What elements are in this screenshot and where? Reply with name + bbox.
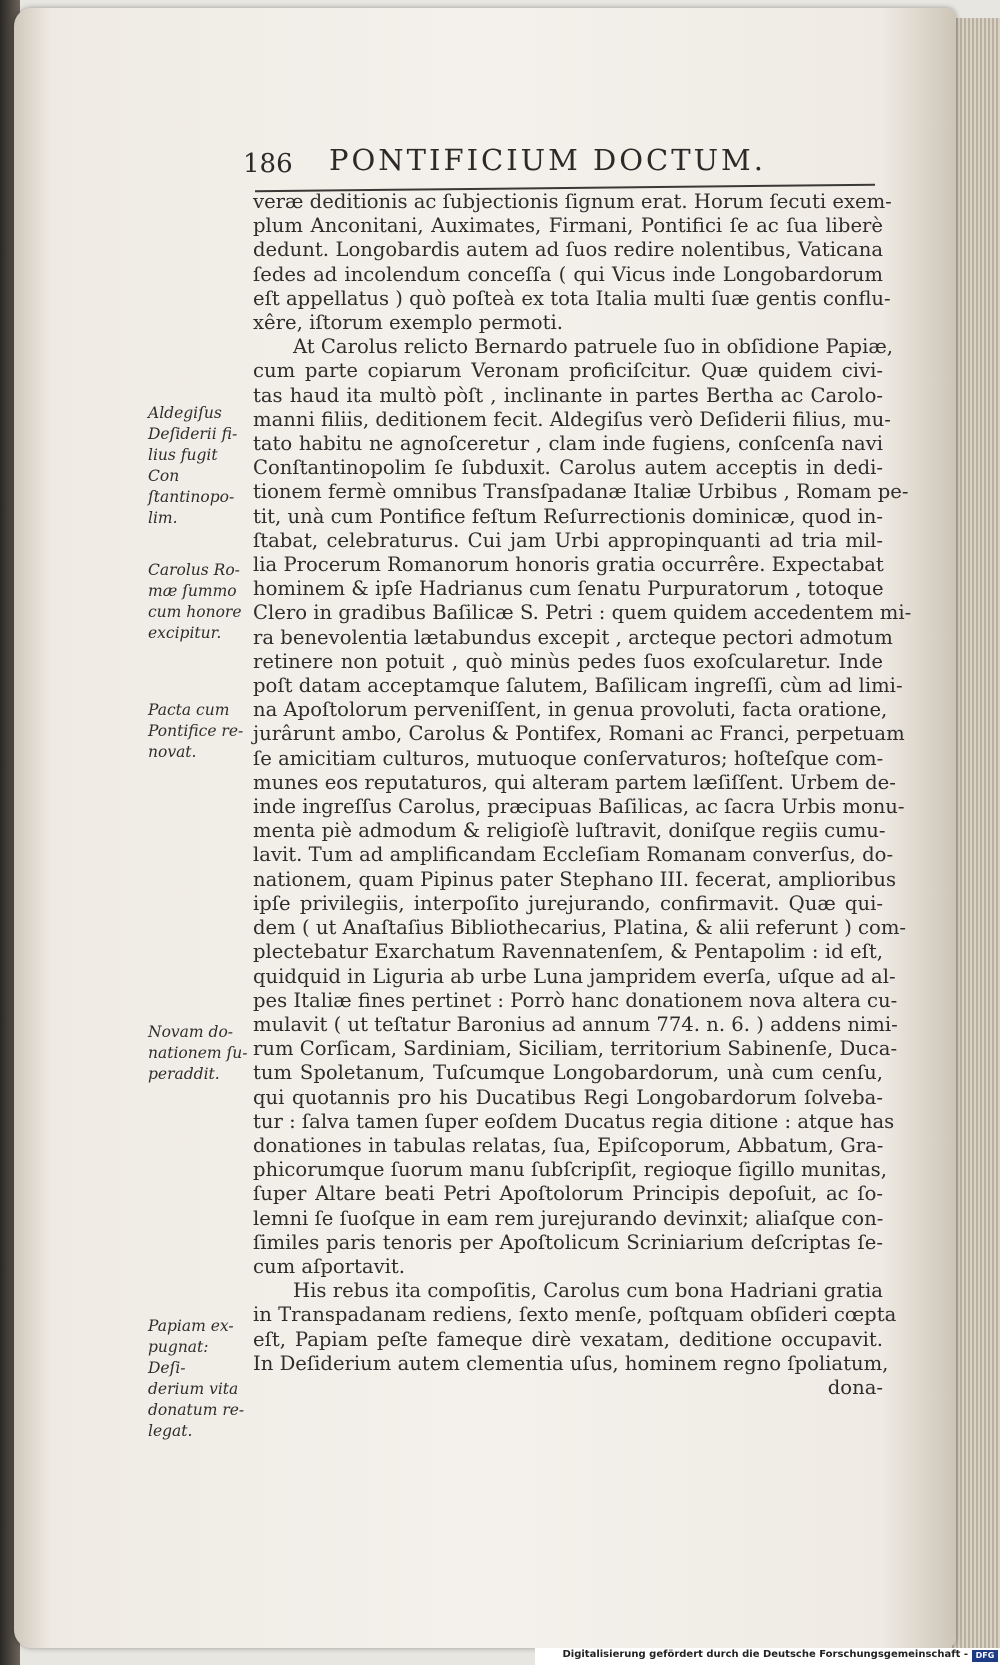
text-line: poſt datam acceptamque ſalutem, Baſilicam ingreſſi, cùm ad limi-	[253, 674, 903, 698]
text-line: tionem fermè omnibus Transſpadanæ Italiæ Urbibus , Romam pe-	[253, 480, 909, 504]
marginal-line: lim.	[148, 509, 178, 527]
marginal-line: derium vita	[148, 1380, 239, 1398]
marginal-line: Aldegiſus	[148, 404, 222, 422]
text-line: Clero in gradibus Baſilicæ S. Petri : quem quidem accedentem mi-	[253, 601, 912, 625]
marginal-line: peraddit.	[148, 1065, 220, 1083]
marginal-line: Novam do-	[148, 1023, 234, 1041]
text-line: tur : ſalva tamen ſuper eoſdem Ducatus regia ditione : atque has	[253, 1109, 895, 1133]
text-line: tas haud ita multò pòſt , inclinante in partes Bertha ac Carolo-	[253, 383, 883, 407]
marginal-note-4	[148, 1022, 250, 1085]
text-line: ſtabat, celebraturus. Cui jam Urbi appropinquanti ad tria mil-	[253, 528, 883, 552]
marginal-line: mæ ſummo	[148, 582, 237, 600]
text-line: hominem & ipſe Hadrianus cum ſenatu Purpuratorum , totoque	[253, 577, 884, 601]
text-line: quidquid in Liguria ab urbe Luna jampridem everſa, uſque ad al-	[253, 964, 896, 988]
marginal-line: cum honore	[148, 603, 242, 621]
text-line: munes eos reputaturos, qui alteram partem læſiſſent. Urbem de-	[253, 770, 896, 794]
main-text	[253, 190, 912, 1400]
text-line: phicorumque ſuorum manu ſubſcripſit, regioque ſigillo munitas,	[253, 1158, 887, 1182]
text-line: dedunt. Longobardis autem ad ſuos redire nolentibus, Vaticana	[253, 238, 883, 262]
marginal-line: nationem ſu-	[148, 1044, 248, 1062]
marginal-line: lius fugit Con	[148, 446, 218, 485]
text-line: retinere non potuit , quò minùs pedes ſuos exoſcularetur. Inde	[253, 649, 883, 673]
text-line: Conſtantinopolim ſe ſubduxit. Carolus autem acceptis in dedi-	[253, 456, 883, 480]
marginal-line: ſtantinopo-	[148, 488, 235, 506]
running-title: PONTIFICIUM DOCTUM.	[329, 143, 766, 177]
text-line: tato habitu ne agnoſceretur , clam inde fugiens, conſcenſa navi	[253, 432, 883, 456]
digitization-footer	[535, 1648, 1000, 1665]
text-line: inde ingreſſus Carolus, præcipuas Baſilicas, ac ſacra Urbis monu-	[253, 795, 905, 819]
text-line: eſt, Papiam peſte fameque dirè vexatam, deditione occupavit.	[253, 1327, 883, 1351]
text-line: His rebus ita compoſitis, Carolus cum bona Hadriani gratia	[293, 1279, 883, 1303]
text-line: plectebatur Exarchatum Ravennatenſem, & Pentapolim : id eſt,	[253, 940, 883, 964]
text-line: cum aſportavit.	[253, 1254, 406, 1278]
marginal-line: Papiam ex-	[148, 1317, 234, 1335]
text-line: manni filiis, deditionem fecit. Aldegiſus verò Deſiderii filius, mu-	[253, 407, 891, 431]
text-line: veræ deditionis ac ſubjectionis ſignum erat. Horum ſecuti exem-	[253, 190, 892, 213]
text-line: dona-	[827, 1375, 883, 1399]
text-line: tit, unà cum Pontifice feſtum Reſurrectionis dominicæ, quod in-	[253, 504, 884, 528]
page-edges	[952, 18, 1000, 1648]
text-line: rum Corſicam, Sardiniam, Siciliam, territorium Sabinenſe, Duca-	[253, 1037, 898, 1061]
text-line: cum parte copiarum Veronam proficiſcitur. Quæ quidem civi-	[253, 359, 883, 383]
marginal-line: novat.	[148, 743, 197, 761]
marginal-line: Carolus Ro-	[148, 561, 240, 579]
text-line: lemni ſe ſuoſque in eam rem jurejurando devinxit; aliaſque con-	[253, 1206, 884, 1230]
marginal-note-2	[148, 560, 250, 644]
text-line: ſe amicitiam culturos, mutuoque conſervaturos; hoſteſque com-	[253, 746, 884, 770]
text-line: ſedes ad incolendum conceſſa ( qui Vicus inde Longobardorum	[253, 262, 883, 286]
marginal-line: donatum re-	[148, 1401, 245, 1419]
text-line: In Deſiderium autem clementia uſus, hominem regno ſpoliatum,	[253, 1351, 889, 1375]
text-line: mulavit ( ut teſtatur Baronius ad annum 774. n. 6. ) addens nimi-	[253, 1012, 898, 1036]
marginal-note-1	[148, 403, 250, 529]
text-line: nationem, quam Pipinus pater Stephano III. fecerat, amplioribus	[253, 867, 897, 891]
dfg-logo: DFG	[972, 1650, 998, 1662]
funding-credit: Digitalisierung gefördert durch die Deutsche Forschungsgemeinschaft -	[562, 1649, 968, 1660]
text-line: ipſe privilegiis, interpoſito jurejurando, confirmavit. Quæ qui-	[253, 891, 883, 915]
text-line: na Apoſtolorum perveniſſent, in genua provoluti, facta oratione,	[253, 698, 888, 722]
text-line: ſimiles paris tenoris per Apoſtolicum Scriniarium deſcriptas ſe-	[253, 1230, 883, 1254]
marginal-line: legat.	[148, 1422, 193, 1440]
marginal-line: Pontifice re-	[148, 722, 244, 740]
text-line: ſuper Altare beati Petri Apoſtolorum Principis depoſuit, ac ſo-	[253, 1182, 883, 1206]
text-line: donationes in tabulas relatas, ſua, Epiſcoporum, Abbatum, Gra-	[253, 1133, 884, 1157]
text-line: At Carolus relicto Bernardo patruele ſuo in obſidione Papiæ,	[293, 335, 894, 359]
marginal-line: Pacta cum	[148, 701, 230, 719]
marginal-line: Deſiderii fi-	[148, 425, 238, 443]
text-line: lia Procerum Romanorum honoris gratia occurrêre. Expectabat	[253, 553, 884, 577]
text-line: eſt appellatus ) quò poſteà ex tota Italia multi ſuæ gentis conflu-	[253, 286, 891, 310]
text-line: lavit. Tum ad amplificandam Eccleſiam Romanam converſus, do-	[253, 843, 894, 867]
text-line: plum Anconitani, Auximates, Firmani, Pontifici ſe ac ſua liberè	[253, 214, 883, 238]
text-line: in Transpadanam rediens, ſexto menſe, poſtquam obſideri cœpta	[253, 1303, 897, 1327]
running-header	[243, 143, 883, 183]
text-line: tum Spoletanum, Tuſcumque Longobardorum, unà cum cenſu,	[253, 1061, 883, 1085]
text-line: dem ( ut Anaſtaſius Bibliothecarius, Platina, & alii referunt ) com-	[253, 916, 907, 940]
text-line: pes Italiæ fines pertinet : Porrò hanc donationem nova altera cu-	[253, 988, 898, 1012]
text-line: qui quotannis pro his Ducatibus Regi Longobardorum ſolveba-	[253, 1085, 883, 1109]
marginal-line: pugnat: Deſi-	[148, 1338, 209, 1377]
marginal-line: excipitur.	[148, 624, 222, 642]
page-number: 186	[243, 149, 293, 179]
text-line: jurârunt ambo, Carolus & Pontifex, Romani ac Franci, perpetuam	[253, 722, 905, 746]
text-line: ra benevolentia lætabundus excepit , arcteque pectori admotum	[253, 625, 893, 649]
text-line: xêre, iſtorum exemplo permoti.	[253, 311, 563, 335]
text-line: menta piè admodum & religioſè luſtravit, doniſque regiis cumu-	[253, 819, 886, 843]
marginal-note-3	[148, 700, 250, 763]
marginal-note-5	[148, 1316, 250, 1442]
